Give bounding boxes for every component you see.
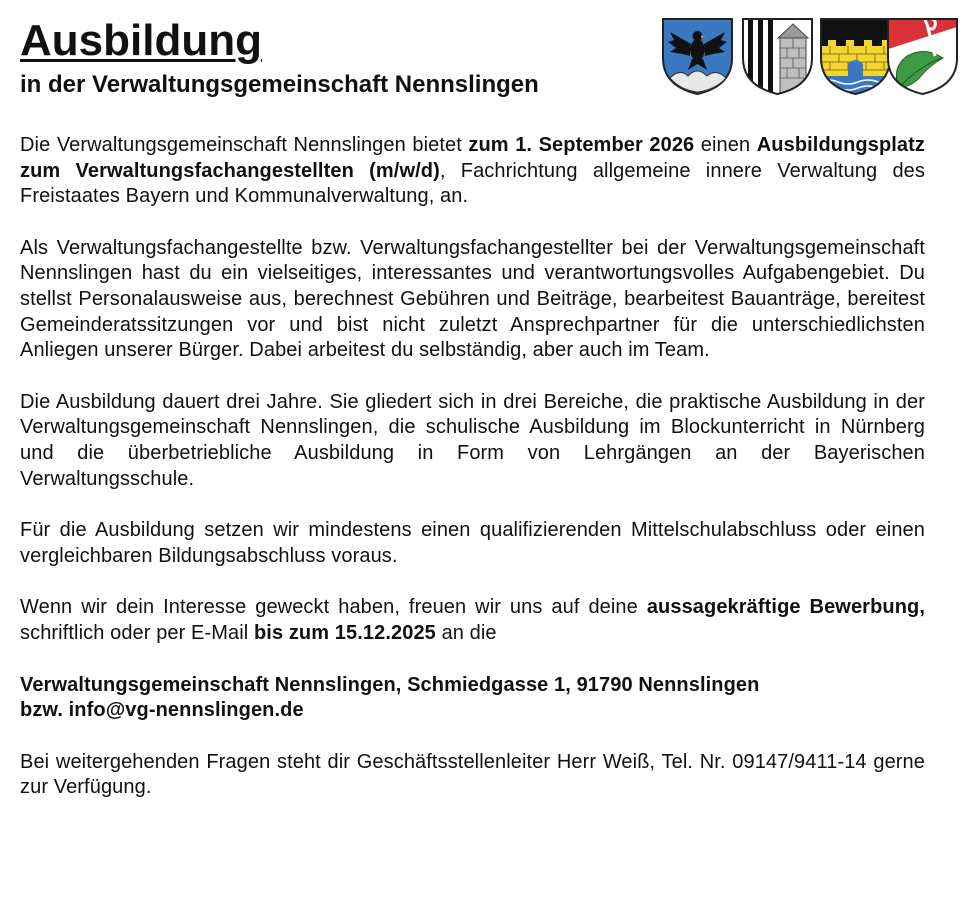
contact-address bbox=[20, 673, 925, 724]
page-subtitle: in der Verwaltungsgemeinschaft Nennslingen bbox=[20, 71, 539, 98]
address-line: Verwaltungsgemeinschaft Nennslingen, Schmiedgasse 1, 91790 Nennslingen bbox=[20, 673, 760, 696]
questions-paragraph: Bei weitergehenden Fragen steht dir Geschäftsstellenleiter Herr Weiß, Tel. Nr. 09147/9411-14 gerne zur Verfügung. bbox=[20, 750, 925, 799]
position-title: Ausbildungsplatz zum Verwaltungsfachangestellten (m/w/d) bbox=[20, 134, 925, 182]
crest-leaf-crozier-icon bbox=[885, 16, 960, 96]
email-line: bzw. info@vg-nennslingen.de bbox=[20, 699, 304, 722]
deadline: bis zum 15.12.2025 bbox=[253, 621, 436, 644]
coat-of-arms-row bbox=[660, 16, 960, 98]
application-paragraph: Wenn wir dein Interesse geweckt haben, freuen wir uns auf deine aussagekräftige Bewerbung, schriftlich oder per E-Mail bis zum 15.12.2025 an die bbox=[20, 596, 925, 644]
duties-paragraph: Als Verwaltungsfachangestellte bzw. Verwaltungsfachangestellter bei der Verwaltungsgemeinschaft Nennslingen hast du ein vielseitiges, interessantes und verantwortungsvolles Aufgabengebiet. Du stellst Personalausweise aus, berechnest Gebühren und Beiträge, bearbeitest Bauanträge, bereitest Gemeinderatssitzungen vor und bist nicht zuletzt Ansprechpartner für die unterschiedlichsten Anliegen unserer Bürger. Dabei arbeitest du selbständig, aber auch im Team. bbox=[20, 236, 925, 362]
start-date: 1. September 2026 bbox=[515, 134, 695, 156]
requirements-paragraph: Für die Ausbildung setzen wir mindestens einen qualifizierenden Mittelschulabschluss oder einen vergleichbaren Bildungsabschluss voraus. bbox=[20, 519, 925, 567]
training-structure-paragraph: Die Ausbildung dauert drei Jahre. Sie gliedert sich in drei Bereiche, die praktische Ausbildung in der Verwaltungsgemeinschaft Nennslingen, die schulische Ausbildung im Blockunterricht in Nürnberg und die überbetriebliche Ausbildung in Form von Lehrgängen an der Bayerischen Verwaltungsschule. bbox=[20, 390, 925, 490]
posting-body bbox=[20, 133, 925, 827]
page-title: Ausbildung bbox=[20, 16, 262, 65]
crest-eagle-icon bbox=[660, 16, 735, 96]
intro-paragraph: Die Verwaltungsgemeinschaft Nennslingen bietet zum 1. September 2026 einen Ausbildungsplatz zum Verwaltungsfachangestellten (m/w/d), Fachrichtung allgemeine innere Verwaltung des Freistaates Bayern und Kommunalverwaltung, an. bbox=[20, 134, 926, 208]
crest-tower-icon bbox=[740, 16, 815, 96]
crest-castle-wall-icon bbox=[818, 16, 893, 96]
